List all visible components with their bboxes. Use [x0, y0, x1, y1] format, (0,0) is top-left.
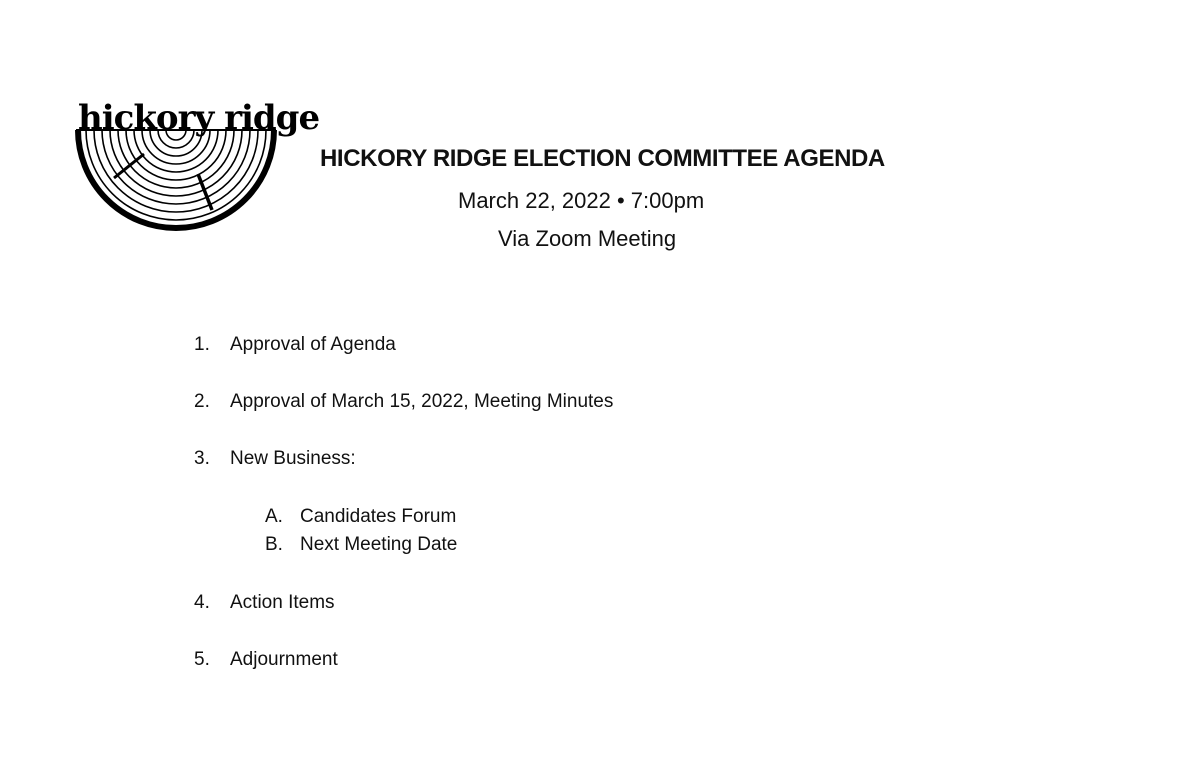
agenda-item-label: Approval of March 15, 2022, Meeting Minutes: [230, 391, 614, 412]
agenda-item-number: 1.: [194, 334, 210, 355]
page-title: HICKORY RIDGE ELECTION COMMITTEE AGENDA: [320, 145, 885, 172]
agenda-subitem-letter: A.: [265, 506, 283, 527]
hickory-ridge-logo: [74, 98, 320, 238]
agenda-subitem-letter: B.: [265, 534, 283, 555]
meeting-date-time: March 22, 2022 • 7:00pm: [458, 188, 705, 213]
tree-rings-icon: [74, 128, 278, 234]
logo-wordmark: hickory ridge: [78, 98, 320, 138]
agenda-item-number: 4.: [194, 592, 210, 613]
agenda-item-label: Approval of Agenda: [230, 334, 396, 355]
agenda-subitem-label: Next Meeting Date: [300, 534, 458, 555]
agenda-item-number: 3.: [194, 448, 210, 469]
agenda-item-number: 2.: [194, 391, 210, 412]
agenda-item-number: 5.: [194, 649, 210, 670]
agenda-item-label: New Business:: [230, 448, 356, 469]
agenda-subitem-label: Candidates Forum: [300, 506, 457, 527]
agenda-item-label: Adjournment: [230, 649, 338, 670]
agenda-item-label: Action Items: [230, 592, 335, 613]
meeting-venue: Via Zoom Meeting: [498, 226, 677, 251]
